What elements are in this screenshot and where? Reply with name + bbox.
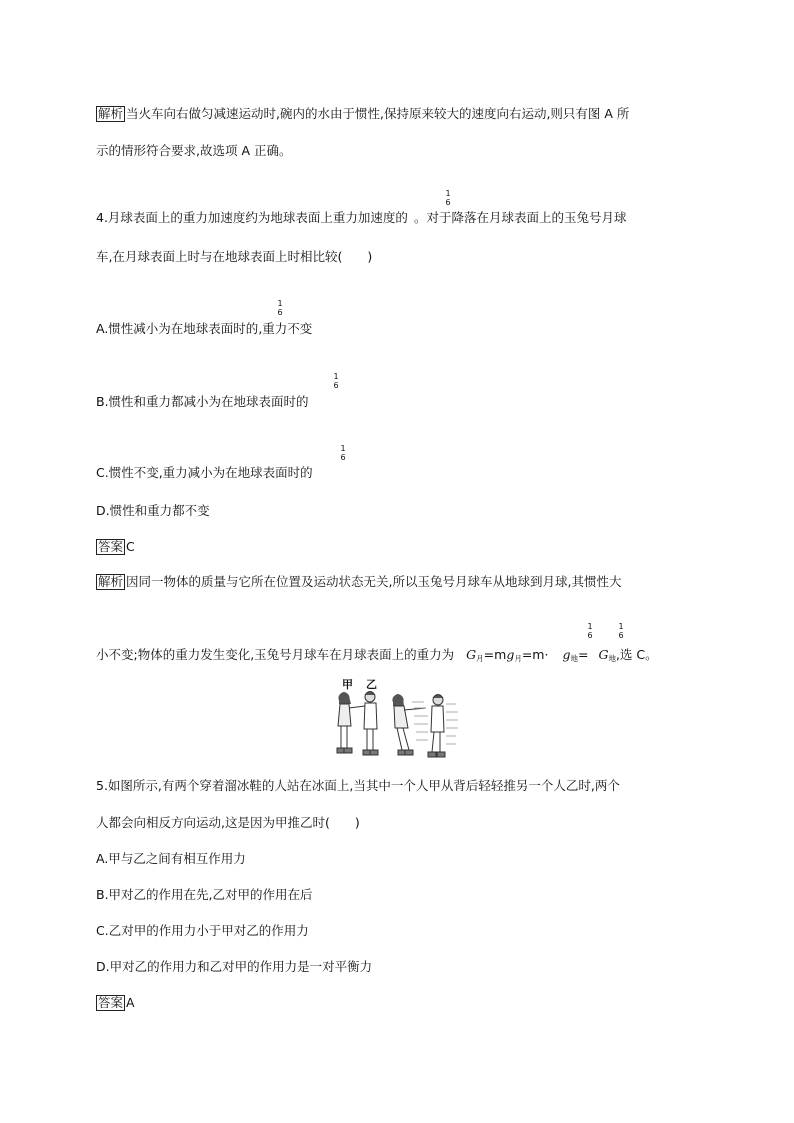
option-5b: B.甲对乙的作用在先,乙对甲的作用在后 bbox=[96, 887, 313, 902]
fraction-one-sixth: 1 6 bbox=[587, 622, 593, 640]
skaters-figure bbox=[330, 688, 460, 762]
label-yi: 乙 bbox=[366, 678, 377, 691]
option-4b: B.惯性和重力都减小为在地球表面时的 bbox=[96, 394, 309, 409]
question-4-line1: 4.月球表面上的重力加速度约为地球表面上重力加速度的 。对于降落在月球表面上的玉兔号月球 bbox=[96, 210, 627, 225]
analysis-3-line2: 示的情形符合要求,故选项 A 正确。 bbox=[96, 143, 292, 158]
analysis-4-line2: 小不变;物体的重力发生变化,玉兔号月球车在月球表面上的重力为 G月=mg月=m· g地= G地,选 C。 bbox=[96, 647, 658, 663]
fraction-one-sixth: 1 6 bbox=[340, 444, 346, 462]
option-5c: C.乙对甲的作用力小于甲对乙的作用力 bbox=[96, 923, 309, 938]
fraction-one-sixth: 1 6 bbox=[445, 189, 451, 207]
answer-tag: 答案 bbox=[98, 995, 124, 1010]
answer-4: 答案 C bbox=[98, 539, 135, 554]
fraction-one-sixth: 1 6 bbox=[618, 622, 624, 640]
fraction-one-sixth: 1 6 bbox=[277, 299, 283, 317]
label-jia: 甲 bbox=[342, 678, 353, 691]
answer-tag: 答案 bbox=[98, 539, 124, 554]
analysis-4-line1: 解析 因同一物体的质量与它所在位置及运动状态无关,所以玉兔号月球车从地球到月球,其惯性大 bbox=[98, 574, 622, 589]
option-5d: D.甲对乙的作用力和乙对甲的作用力是一对平衡力 bbox=[96, 959, 373, 974]
question-5-line2: 人都会向相反方向运动,这是因为甲推乙时( ) bbox=[96, 815, 360, 830]
question-4-line2: 车,在月球表面上时与在地球表面上时相比较( ) bbox=[96, 249, 373, 264]
analysis-tag: 解析 bbox=[98, 106, 124, 121]
analysis-tag: 解析 bbox=[98, 574, 124, 589]
option-5a: A.甲与乙之间有相互作用力 bbox=[96, 851, 246, 866]
option-4d: D.惯性和重力都不变 bbox=[96, 503, 210, 518]
option-4a: A.惯性减小为在地球表面时的,重力不变 bbox=[96, 321, 313, 336]
option-4c: C.惯性不变,重力减小为在地球表面时的 bbox=[96, 465, 313, 480]
question-5-line1: 5.如图所示,有两个穿着溜冰鞋的人站在冰面上,当其中一个人甲从背后轻轻推另一个人乙时,两个 bbox=[96, 778, 620, 793]
analysis-3-line1: 解析 当火车向右做匀减速运动时,碗内的水由于惯性,保持原来较大的速度向右运动,则只有图 A 所 bbox=[98, 106, 630, 121]
answer-5: 答案 A bbox=[98, 995, 135, 1010]
fraction-one-sixth: 1 6 bbox=[333, 372, 339, 390]
